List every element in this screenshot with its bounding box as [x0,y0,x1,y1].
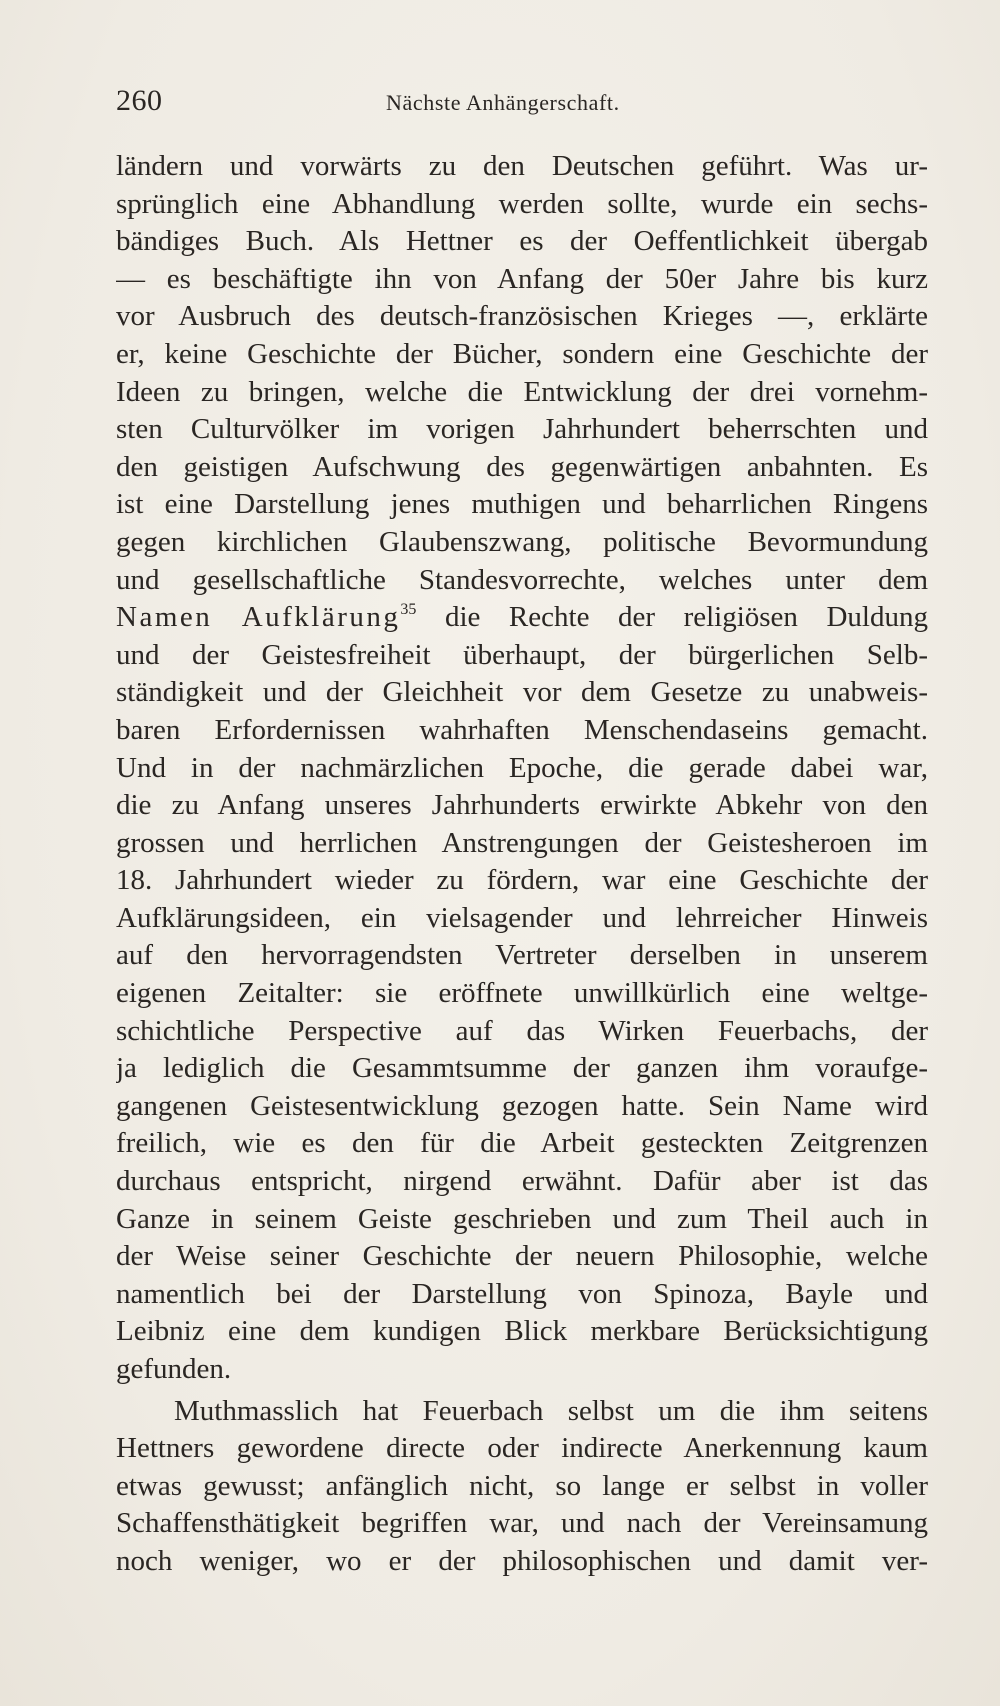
text-line: Aufklärungsideen, ein vielsagender und lehrreicher Hinweis [116,901,928,934]
text-line: ja lediglich die Gesammtsumme der ganzen ihm voraufge- [116,1052,928,1085]
text-line: der Weise seiner Geschichte der neuern Philosophie, welche [116,1240,928,1273]
running-title: Nächste Anhängerschaft. [386,90,620,115]
text-line: Leibniz eine dem kundigen Blick merkbare Berücksichtigung [116,1315,928,1348]
page-header [116,84,928,124]
text-line: 18. Jahrhundert wieder zu fördern, war eine Geschichte der [116,864,928,897]
text-fragment: die Rechte der religiösen Duldung [416,601,928,634]
text-line: ländern und vorwärts zu den Deutschen geführt. Was ur- [116,150,928,182]
text-line: ist eine Darstellung jenes muthigen und beharrlichen Ringens [116,488,928,521]
paragraph-2 [116,1393,928,1581]
text-line: bändiges Buch. Als Hettner es der Oeffentlichkeit übergab [116,225,928,258]
text-line: etwas gewusst; anfänglich nicht, so lange er selbst in voller [116,1469,928,1502]
text-line: sten Culturvölker im vorigen Jahrhundert beherrschten und [116,413,928,446]
footnote-reference: 35 [400,601,417,619]
text-line: schichtliche Perspective auf das Wirken Feuerbachs, der [116,1014,928,1047]
text-line: Muthmasslich hat Feuerbach selbst um die ihm seitens [174,1394,928,1427]
text-line: Hettners gewordene directe oder indirecte Anerkennung kaum [116,1432,928,1465]
text-line: Und in der nachmärzlichen Epoche, die gerade dabei war, [116,751,928,784]
text-line: — es beschäftigte ihn von Anfang der 50er Jahre bis kurz [116,262,928,295]
paragraph-1 [116,148,928,1389]
text-line: vor Ausbruch des deutsch-französischen Krieges —, erklärte [116,300,928,333]
text-line: ständigkeit und der Gleichheit vor dem Gesetze zu unabweis- [116,676,928,709]
text-line: er, keine Geschichte der Bücher, sondern eine Geschichte der [116,337,928,370]
spaced-term: Namen Aufklärung [116,601,401,634]
text-line: freilich, wie es den für die Arbeit gesteckten Zeitgrenzen [116,1127,928,1160]
text-line: die zu Anfang unseres Jahrhunderts erwirkte Abkehr von den [116,789,928,822]
text-line: namentlich bei der Darstellung von Spinoza, Bayle und [116,1277,928,1310]
text-line: und gesellschaftliche Standesvorrechte, welches unter dem [116,563,928,596]
page-number: 260 [116,84,163,117]
text-line: und der Geistesfreiheit überhaupt, der bürgerlichen Selb- [116,638,928,671]
text-line: gegen kirchlichen Glaubenszwang, politische Bevormundung [116,525,928,558]
text-line: grossen und herrlichen Anstrengungen der Geistesheroen im [116,826,928,859]
text-line: eigenen Zeitalter: sie eröffnete unwillkürlich eine weltge- [116,977,928,1010]
body-text [116,148,928,1581]
text-line: sprünglich eine Abhandlung werden sollte, wurde ein sechs- [116,187,928,220]
text-line: Ideen zu bringen, welche die Entwicklung der drei vornehm- [116,375,928,408]
text-line: Schaffensthätigkeit begriffen war, und nach der Vereinsamung [116,1507,928,1540]
text-line: durchaus entspricht, nirgend erwähnt. Dafür aber ist das [116,1165,928,1198]
text-line: Ganze in seinem Geiste geschrieben und zum Theil auch in [116,1202,928,1235]
text-line: gefunden. [116,1353,232,1385]
text-line: den geistigen Aufschwung des gegenwärtigen anbahnten. Es [116,450,928,483]
text-line: auf den hervorragendsten Vertreter derselben in unserem [116,939,928,972]
text-line-with-footnote [116,599,928,637]
text-line: noch weniger, wo er der philosophischen und damit ver- [116,1544,928,1577]
text-line: gangenen Geistesentwicklung gezogen hatte. Sein Name wird [116,1089,928,1122]
text-line: baren Erfordernissen wahrhaften Menschendaseins gemacht. [116,713,928,746]
